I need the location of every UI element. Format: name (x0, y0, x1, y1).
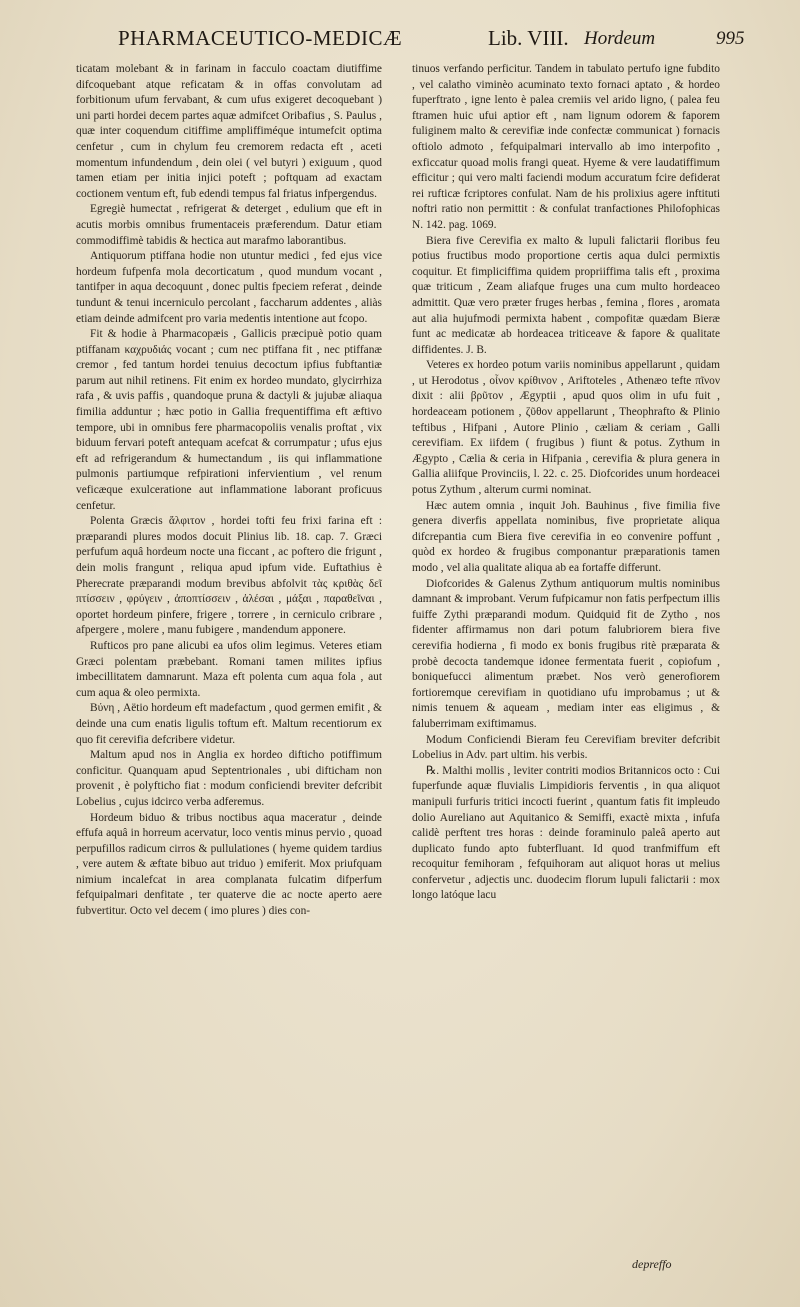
paragraph: Polenta Græcis ἄλφιτον , hordei tofti feu frixi farina eft : præparandi plures modos docuit Plinius lib. 18. cap. 7. Græci perfufum aquâ hordeum nocte una ficcant , ac poftero die frigunt , dein molis frangunt , reliqua apud ipfum vide. Euftathius è Pherecrate præparandi modum brevibus abfolvit τὰς κριθὰς δεῖ πτίσσειν , φρύγειν , ἀποπτίσσειν , ἀλέσαι , μάξαι , παραθεῖναι , oportet hordeum pinfere, frigere , torrere , in cerniculo cribrare , afpergere , molere , manu fubigere , mandendum apponere. (76, 515, 382, 637)
paragraph: ticatam molebant & in farinam in facculo coactam diutiffime difcoquebant atque reficatam & in offas convolutam ad forbitionum ufum fervabant, & cum ufus exigeret decoquebant ) uni parti hordei decem partes aquæ admifcet Oribafius , S. Paulus , quæ inter coquendum citiffime ampliffiméque intumefcit optima cenfetur , cum in chylum feu cremorem redacta eft , aceti momentum infundendum , dein olei ( vel butyri ) exiguum , quod tamen etiam per initia injici poteft ; poftquam ad exactam coctionem ventum eft, fub edendi tempus fal friatus infpergendus. (76, 63, 382, 200)
right-column (412, 62, 720, 904)
paragraph: Biera five Cerevifia ex malto & lupuli falictarii floribus feu potius fructibus modo proportione certis aqua dulci permixtis coquitur. Et fimpliciffima quidem propriiffima talis eft , proxima quæ triticum , Zeam aliafque fruges una cum multo hordeaceo admittit. Quæ vero præter fruges herbas , femina , flores , aromata aut alia hujufmodi permixta habent , compofitæ quædam Bieræ funt ac medicatæ ab hordeacea triticeave & fapore & qualitate diffidentes. J. B. (412, 234, 720, 356)
paragraph: Antiquorum ptiffana hodie non utuntur medici , fed ejus vice hordeum fufpenfa mola decorticatum , quod mundum vocant , tantifper in aqua decoquunt , donec pultis fpeciem referat , deinde tundunt & tenui incerniculo percolant , faccharum addentes , aliàs etiam deinde admifcent pro varia medentis intentione aut fcopo. (76, 250, 382, 325)
paragraph: Modum Conficiendi Bieram feu Cerevifiam breviter defcribit Lobelius in Adv. part ultim. his verbis. (412, 733, 720, 762)
header-book-number: Lib. VIII. (488, 26, 569, 50)
paragraph: ℞. Malthi mollis , leviter contriti modios Britannicos octo : Cui fuperfunde aquæ fluvialis Limpidioris ferventis , in qua aliquot manipuli furfuris tritici incocti fuerint , quantum fatis fit impleudo dolio Aureliano aut Aquitanico & Semiffi, exactè mixta , infufa calidè perftent tres horas : deinde foraminulo paleâ aperto aut duplicato fundo apto fubterfluant. Id quod tranfmiffum eft recoquitur femihoram , fefquihoram aut aliquot horas ut melius confervetur , adjectis unc. duodecim florum lupuli falictarii : mox longo latóque lacu (412, 764, 720, 902)
paragraph: tinuos verfando perficitur. Tandem in tabulato pertufo igne fubdito , vel calatho viminèo acuminato texto fornaci aptato , & hordeo fuperftrato , igne lento è palea cremiis vel arido ligno, ( palea feu ftramen huic ufui aptior eft , nam lignum odorem & faporem fuliginem malto & cerevifiæ inde confectæ communicat ) fornacis oftiolo admoto , fefquipalmari intervallo ab imo interpofito , exficcatur quoad molis frangi queat. Hyeme & vere laudatiffimum efficitur ; qui vero malti faciendi modum accuratum fcire defiderat rei rufticæ fcriptores confulat. Nam de his prolixius agere inftituti noftri ratio non permittit : & confulat tranfactiones Philofophicas N. 142. pag. 1069. (412, 63, 720, 231)
paragraph: Rufticos pro pane alicubi ea ufos olim legimus. Veteres etiam Græci polentam præbebant. Romani tamen milites ipfius imbecillitatem damnarunt. Maza eft polenta cum aqua fola , aut cum aqua & oleo permixta. (76, 639, 382, 699)
page-number: 995 (716, 28, 745, 49)
catchword: depreffo (632, 1257, 672, 1271)
paragraph: Hæc autem omnia , inquit Joh. Bauhinus , five fimilia five genera diverfis appellata nominibus, five proprietate aliqua difcrepantia cum Biera five cerevifia in eo convenire poffunt , quòd ex hordeo & frugibus componantur præparationis tamen modo , vel alia qualitate aliqua ab ea fortaffe differunt. (412, 499, 720, 574)
running-header (0, 26, 800, 58)
paragraph: Maltum apud nos in Anglia ex hordeo difticho potiffimum conficitur. Quanquam apud Septentrionales , ubi difticham non provenit , è polyfticho fiat : modum conficiendi breviter defcribit Lobelius , cujus idcirco verba adferemus. (76, 749, 382, 808)
paragraph: Egregiè humectat , refrigerat & deterget , edulium que eft in acutis morbis omnibus frumentaceis præferendum. Datur etiam commodiffimè tabidis & hectica aut marafmo laborantibus. (76, 203, 382, 247)
paragraph: Fit & hodie à Pharmacopæis , Gallicis præcipuè potio quam ptiffanam καχρυδιάς vocant ; cum nec ptiffana fit , nec ptiffanæ cremor , fed tantum hordei tenuius decoctum ipfius fubftantiæ parum aut nihil retinens. Fit enim ex hordeo mundato, glycirrhiza rafa , & uvis paffis , quandoque pruna & dactyli & jujubæ aliaqua fimilia adduntur ; hæc potio in Gallia frequentiffima eft æftivo tempore, ubi in omnibus fere pharmacopoliis venalis proftat , vix biduum fervari poteft antequam acefcat & corrumpatur ; ufus ejus eft ad refrigerandum & humectandum , iis qui inflammatione pulmonis partiumque refpirationi infervientium , vel renum veficæque exulceratione aut inflammatione laborant proficuus cenfetur. (76, 328, 382, 512)
paragraph: Hordeum biduo & tribus noctibus aqua maceratur , deinde effufa aquâ in horreum acervatur, loco ventis minus pervio , quoad perpufillos radicum cirros & pullulationes ( hyeme quidem tardius , vere autem & æftate bibuo aut triduo ) emiferit. Mox priufquam nimium incalefcat in area complanata fulcatim difperfum fefquipalmari denfitate , ter quaterve die ac nocte aperto aere fubvertitur. Octo vel decem ( imo plures ) dies con- (76, 811, 382, 918)
header-title: PHARMACEUTICO-MEDICÆ (118, 26, 403, 50)
left-column (76, 62, 382, 920)
paragraph: Βύνη , Aëtio hordeum eft madefactum , quod germen emifit , & deinde una cum enatis ligulis toftum eft. Maltum recentiorum ex quo fit cerevifia defcribere videtur. (76, 702, 382, 746)
paragraph: Veteres ex hordeo potum variis nominibus appellarunt , quidam , ut Herodotus , οἶνον κρίθινον , Ariftoteles , Athenæo tefte πῖνον dixit : alii βρῦτον , Ægyptii , apud quos olim in ufu fuit , hordeaceam potionem , ζῦθον appellarunt , Theophrafto & Plinio teftibus , Hifpani , Autore Plinio , cæliam & ceriam , Galli cerevifiam. Ex iifdem ( frugibus ) fiunt & potus. Zythum in Ægypto , Cælia & ceria in Hifpania , cerevifia & plura genera in Gallia aliifque Provinciis, l. 22. c. 25. Diofcorides unum hordeacei potus Zythum , alterum curmi nominat. (412, 359, 720, 497)
header-subject: Hordeum (584, 28, 656, 49)
paragraph: Diofcorides & Galenus Zythum antiquorum multis nominibus damnant & improbant. Verum fufpicamur non fatis perfpectum illis fuiffe Zythi præparandi modum. Quidquid fit de Zytho , nos fidenter affirmamus non dari potum falubriorem biera five cerevifia hodierna , fi modo ex bonis frugibus ritè præparata & probè decocta tandemque idonee fermentata fuerit , copiofum , boniquefucci alimentum præbet. Nos verò generofiorem fortioremque cerevifiam in quotidiano ufu improbamus ; ut & nimis tenuem & aqueam , mediam inter eas eligimus , & faluberrimam exiftimamus. (412, 577, 720, 730)
